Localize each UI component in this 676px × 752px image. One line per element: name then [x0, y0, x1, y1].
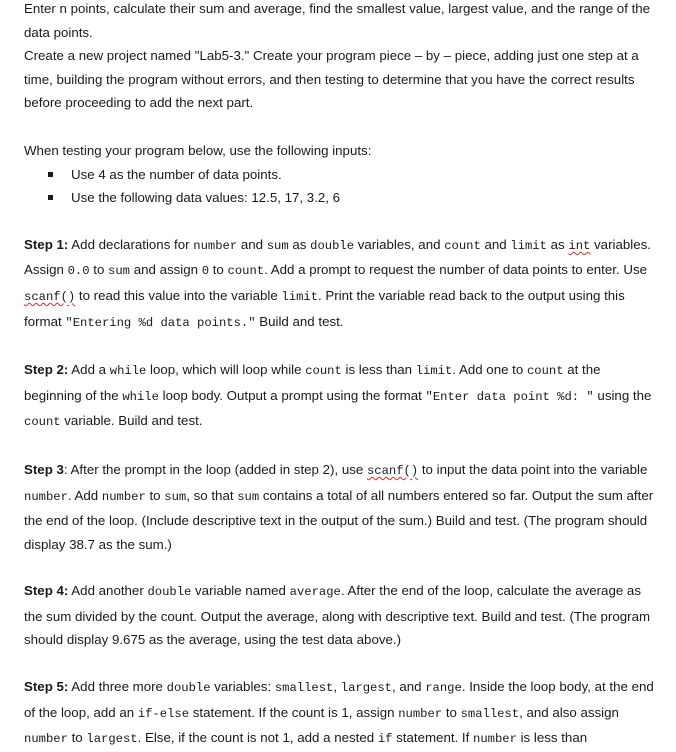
code-span: 0: [201, 264, 210, 279]
text-span: Add a: [68, 362, 110, 378]
text-span: variables:: [210, 679, 275, 695]
text-span: Use the following data values: 12.5, 17, 3.2, 6: [71, 190, 341, 206]
text-span: statement. If: [392, 730, 474, 746]
text-span: ,: [333, 679, 341, 695]
code-span: number: [101, 489, 146, 504]
text-span: , and: [391, 679, 426, 695]
step-1-label: Step 1:: [24, 236, 69, 252]
step-4-label: Step 4:: [24, 583, 69, 599]
code-span: largest: [86, 732, 138, 747]
code-span: if: [377, 732, 393, 747]
code-span: while: [122, 389, 159, 404]
text-span: contains a total of all numbers entered so far. Output the sum after the end of the loop. (Include descriptive text in the output of the sum.) Build and test. (The program should display 38.7 as the sum.): [24, 487, 654, 552]
text-span: loop, which will loop while: [146, 362, 306, 378]
text-span: and: [237, 236, 267, 252]
text-span: to: [89, 262, 109, 278]
text-span: variable named: [191, 583, 290, 599]
code-span: number: [24, 489, 68, 504]
square-bullet-icon: [48, 195, 53, 200]
code-span: largest: [340, 681, 392, 696]
text-span: to read this value into the variable: [75, 287, 282, 303]
code-span: double: [147, 585, 192, 600]
code-span: "Enter data point %d: ": [425, 389, 594, 404]
text-span: . Add a prompt to request the number of data points to enter. Use: [264, 262, 647, 278]
text-span: to: [442, 704, 461, 720]
code-span: if-else: [137, 706, 190, 721]
text-span: to: [209, 262, 228, 278]
code-span: count: [444, 238, 481, 253]
code-span: sum: [266, 238, 289, 253]
code-span: double: [310, 238, 355, 253]
list-item: [24, 163, 660, 187]
text-span: using the: [593, 387, 652, 403]
text-span: , so that: [186, 487, 238, 503]
code-span: 0.0: [67, 264, 90, 279]
code-span: average: [289, 585, 341, 600]
step-5-label: Step 5:: [24, 679, 69, 695]
text-span: variable. Build and test.: [60, 413, 203, 429]
text-span: and: [480, 236, 511, 252]
code-span: smallest: [460, 706, 520, 721]
text-span: . Inside the loop body, at the end of the loop, add an: [24, 679, 654, 720]
text-span: . Print the variable read back to the output using this format: [24, 287, 625, 329]
code-span: sum: [164, 489, 187, 504]
spellcheck-underline: scanf(): [24, 289, 76, 304]
text-span: . After the end of the loop, calculate the average as the sum divided by the count. Output the average, along with descriptive text. Build and test. (The program should display 9.675 as the average, using the test data above.): [24, 583, 651, 648]
text-span: is less than: [341, 362, 416, 378]
code-span: sum: [108, 264, 130, 279]
code-span: count: [227, 264, 265, 279]
document-page: [24, 0, 660, 752]
step-3-label: Step 3: [24, 461, 64, 477]
text-span: . Add: [67, 487, 102, 503]
text-span: and assign: [130, 262, 202, 278]
code-span: number: [193, 238, 238, 253]
list-item: [24, 186, 660, 210]
text-span: to: [67, 730, 87, 746]
step-1-paragraph: [24, 233, 660, 335]
step-4-paragraph: [24, 579, 660, 652]
code-span: number: [473, 732, 517, 747]
text-span: Add another: [68, 583, 148, 599]
code-span: count: [24, 415, 61, 430]
spellcheck-underline: scanf(): [366, 463, 419, 478]
step-3-paragraph: [24, 458, 660, 556]
code-span: count: [305, 364, 342, 379]
testing-inputs-list: [24, 163, 660, 210]
text-span: . Add one to: [452, 362, 527, 378]
code-span: number: [24, 732, 68, 747]
text-span: , and also assign: [519, 704, 619, 720]
intro-paragraph-1: Enter n points, calculate their sum and average, find the smallest value, largest value, and the range of the data points.: [24, 1, 651, 40]
text-span: as: [288, 236, 311, 252]
code-span: count: [526, 364, 564, 379]
code-span: "Entering %d data points.": [65, 315, 256, 330]
code-span: smallest: [274, 681, 334, 696]
intro-paragraph-2: Create a new project named "Lab5-3." Create your program piece – by – piece, adding just one step at a time, building the program without errors, and then testing to determine that you have the correct results before proceeding to add the next part.: [24, 48, 639, 111]
spellcheck-underline: int: [568, 238, 591, 253]
code-span: limit: [510, 238, 547, 253]
step-2-paragraph: [24, 358, 660, 435]
code-span: range: [425, 681, 462, 696]
code-span: sum: [237, 489, 260, 504]
text-span: Build and test.: [255, 313, 344, 329]
text-span: variables. Assign: [24, 236, 651, 278]
text-span: is less than: [516, 730, 588, 746]
text-span: : After the prompt in the loop (added in step 2), use: [63, 461, 367, 477]
text-span: Add declarations for: [68, 236, 194, 252]
square-bullet-icon: [48, 172, 53, 177]
text-span: as: [546, 236, 569, 252]
text-span: . Else, if the count is not 1, add a nested: [137, 730, 378, 746]
text-span: loop body. Output a prompt using the format: [158, 387, 426, 403]
text-span: to: [145, 487, 165, 503]
code-span: double: [166, 681, 211, 696]
step-2-label: Step 2:: [24, 362, 69, 378]
text-span: variables, and: [354, 236, 445, 252]
text-span: Add three more: [68, 679, 167, 695]
text-span: statement. If the count is 1, assign: [189, 704, 399, 720]
code-span: limit: [415, 364, 453, 379]
step-5-paragraph: [24, 675, 660, 752]
code-span: number: [398, 706, 443, 721]
code-span: while: [109, 364, 147, 379]
text-span: Use 4 as the number of data points.: [71, 166, 282, 182]
text-span: to input the data point into the variable: [418, 461, 648, 477]
code-span: limit: [281, 289, 319, 304]
text-span: at the beginning of the: [24, 362, 601, 403]
testing-heading: When testing your program below, use the following inputs:: [24, 142, 372, 158]
